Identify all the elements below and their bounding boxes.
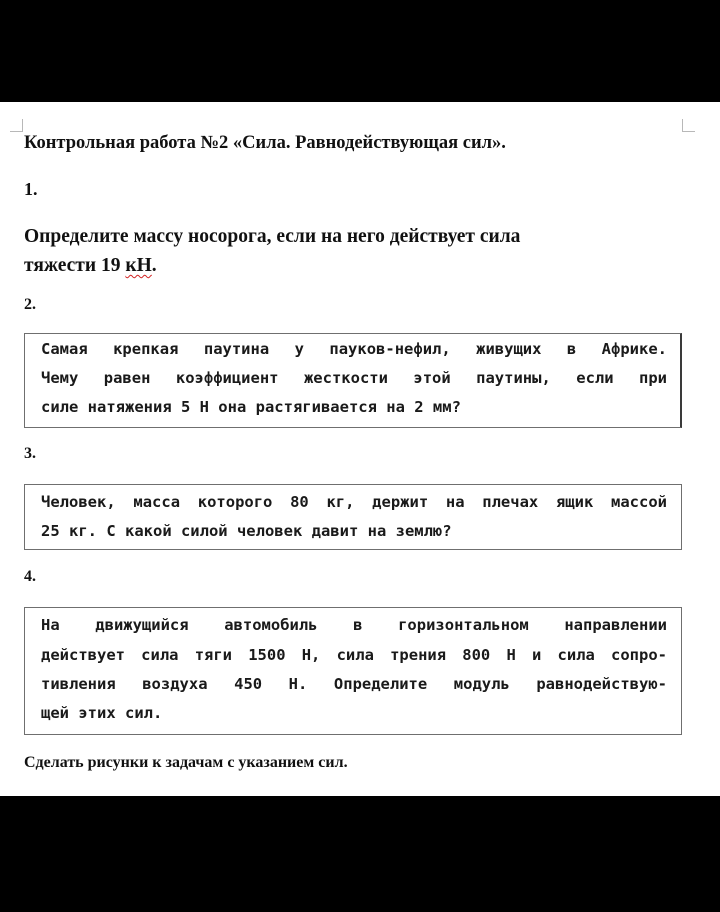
task-4-line-2: действует сила тяги 1500 Н, сила трения 800 Н и сила сопро- bbox=[41, 646, 667, 664]
task-3-box bbox=[24, 484, 682, 550]
task-2-number: 2. bbox=[24, 296, 36, 313]
footer-instruction: Сделать рисунки к задачам с указанием сил. bbox=[24, 754, 348, 771]
task-1-unit-spellcheck: кН bbox=[125, 255, 152, 276]
task-1-line-2 bbox=[24, 251, 664, 280]
task-4-line-1: На движущийся автомобиль в горизонтальном направлении bbox=[41, 616, 667, 634]
task-1-line-2-suffix: . bbox=[151, 255, 157, 276]
task-3-line-1: Человек, масса которого 80 кг, держит на плечах ящик массой bbox=[41, 493, 667, 511]
task-4-line-3: тивления воздуха 450 Н. Определите модуль равнодействую- bbox=[41, 675, 667, 693]
document-title: Контрольная работа №2 «Сила. Равнодействующая сил». bbox=[24, 133, 506, 153]
task-4-line-4: щей этих сил. bbox=[41, 704, 163, 722]
document-page bbox=[0, 102, 720, 796]
task-1-text bbox=[24, 222, 664, 280]
task-3-number: 3. bbox=[24, 445, 36, 462]
task-2-line-2: Чему равен коэффициент жесткости этой паутины, если при bbox=[41, 369, 667, 387]
task-2-line-3: силе натяжения 5 Н она растягивается на 2 мм? bbox=[41, 398, 461, 416]
task-4-box bbox=[24, 607, 682, 735]
task-1-line-1: Определите массу носорога, если на него действует сила bbox=[24, 226, 521, 247]
task-2-line-1: Самая крепкая паутина у пауков-нефил, живущих в Африке. bbox=[41, 340, 667, 358]
task-1-line-2-prefix: тяжести 19 bbox=[24, 255, 126, 276]
task-2-box bbox=[24, 333, 682, 428]
margin-corner-mark-left bbox=[10, 119, 23, 132]
margin-corner-mark-right bbox=[682, 119, 695, 132]
task-1-number: 1. bbox=[24, 179, 38, 199]
task-3-line-2: 25 кг. С какой силой человек давит на землю? bbox=[41, 522, 452, 540]
task-4-number: 4. bbox=[24, 568, 36, 585]
